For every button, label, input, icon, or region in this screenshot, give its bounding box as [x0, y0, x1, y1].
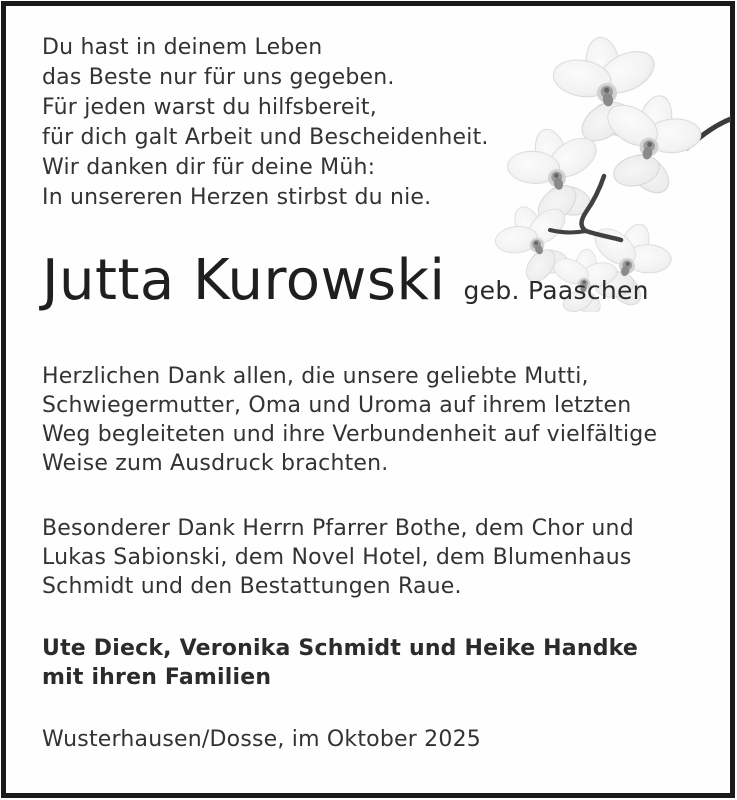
poem — [42, 33, 489, 213]
poem-line: Für jeden warst du hilfsbereit, — [42, 95, 377, 120]
mourners — [42, 634, 638, 692]
special-thanks-line: Schmidt und den Bestattungen Raue. — [42, 574, 462, 599]
birth-name: geb. Paaschen — [463, 276, 649, 305]
poem-line: für dich galt Arbeit und Bescheidenheit. — [42, 125, 489, 150]
deceased-name-row — [42, 248, 649, 313]
thanks-line: Weise zum Ausdruck brachten. — [42, 451, 389, 476]
thanks-paragraph — [42, 362, 657, 478]
poem-line: In unsereren Herzen stirbst du nie. — [42, 185, 432, 210]
special-thanks-line: Lukas Sabionski, dem Novel Hotel, dem Blumenhaus — [42, 545, 632, 570]
thanks-line: Herzlichen Dank allen, die unsere geliebte Mutti, — [42, 364, 589, 389]
poem-line: Du hast in deinem Leben — [42, 35, 323, 60]
poem-line: Wir danken dir für deine Müh: — [42, 155, 376, 180]
thanks-line: Schwiegermutter, Oma und Uroma auf ihrem letzten — [42, 393, 632, 418]
special-thanks-paragraph — [42, 514, 634, 601]
poem-line: das Beste nur für uns gegeben. — [42, 65, 395, 90]
mourners-line: Ute Dieck, Veronika Schmidt und Heike Handke — [42, 636, 639, 661]
mourners-line: mit ihren Familien — [42, 665, 272, 690]
deceased-name: Jutta Kurowski — [42, 248, 446, 313]
special-thanks-line: Besonderer Dank Herrn Pfarrer Bothe, dem Chor und — [42, 516, 634, 541]
thanks-line: Weg begleiteten und ihre Verbundenheit auf vielfältige — [42, 422, 658, 447]
dateline: Wusterhausen/Dosse, im Oktober 2025 — [42, 727, 481, 752]
